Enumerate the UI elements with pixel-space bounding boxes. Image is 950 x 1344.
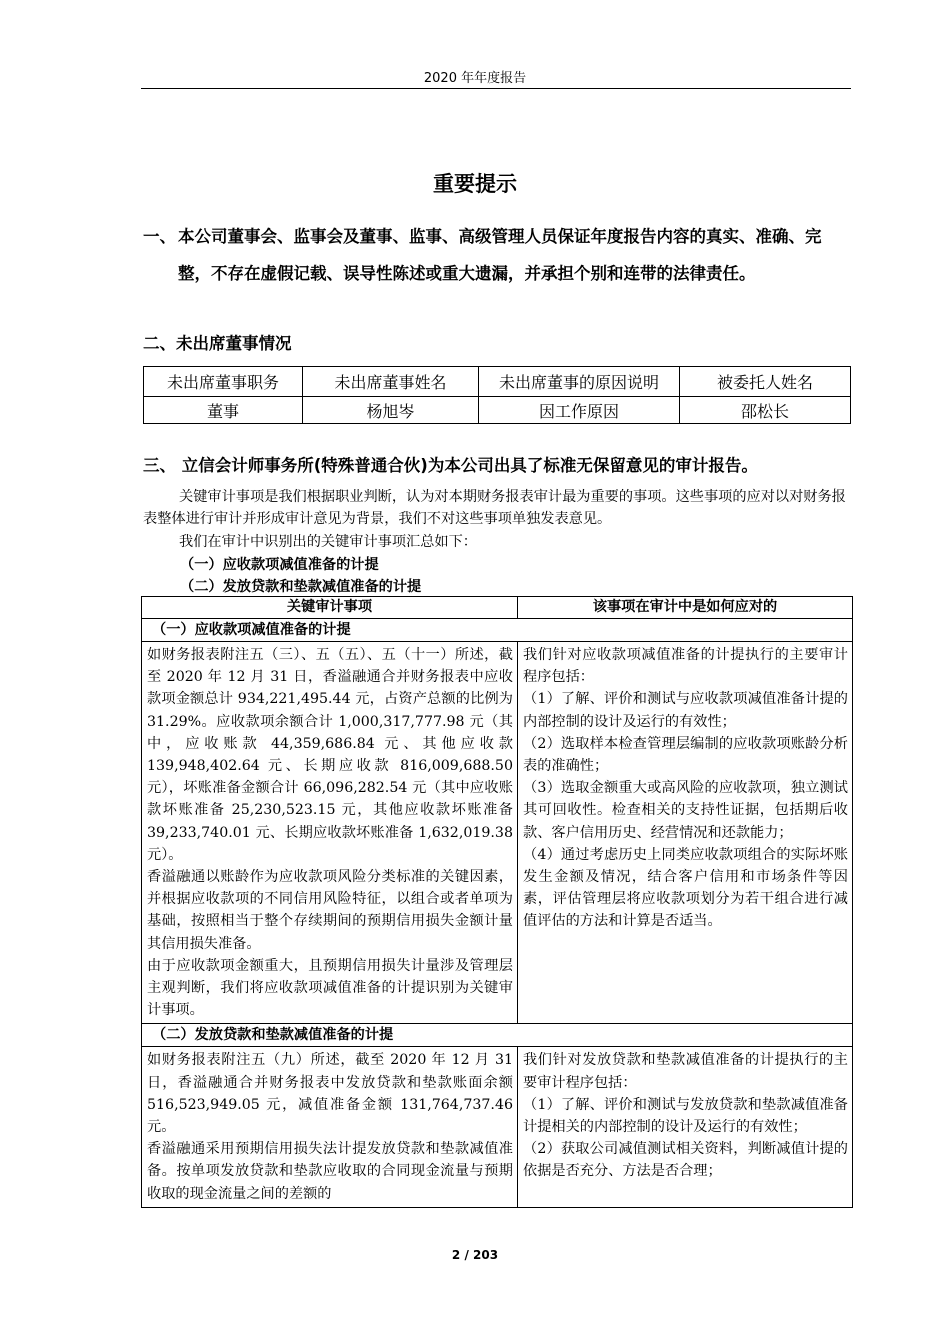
cell-paragraph: （2）获取公司减值测试相关资料，判断减值计提的依据是否充分、方法是否合理；: [523, 1141, 848, 1180]
cell-paragraph: （1）了解、评价和测试与应收款项减值准备计提的内部控制的设计及运行的有效性；: [523, 691, 848, 730]
table-cell-matter: [142, 642, 518, 1024]
section-1-number: 一、: [143, 227, 176, 246]
section-title: （二）发放贷款和垫款减值准备的计提: [142, 1024, 853, 1047]
table-cell-response: [518, 642, 853, 1024]
page-number: 2 / 203: [451, 1248, 499, 1262]
table-row: [144, 397, 851, 424]
table-header-cell: 该事项在审计中是如何应对的: [518, 597, 853, 619]
table-header-row: [142, 597, 853, 619]
section-3-heading: 三、 立信会计师事务所(特殊普通合伙)为本公司出具了标准无保留意见的审计报告。: [143, 456, 758, 475]
table-header-row: [144, 367, 851, 397]
section-1: [143, 218, 853, 292]
table-cell: 董事: [144, 397, 303, 424]
cell-paragraph: （1）了解、评价和测试与发放贷款和垫款减值准备计提相关的内部控制的设计及运行的有效性；: [523, 1096, 848, 1136]
table-cell: 因工作原因: [479, 397, 680, 424]
subheading-receivables: （一）应收款项减值准备的计提: [180, 557, 379, 573]
key-audit-matters-table: [141, 596, 853, 1208]
running-header: 2020 年年度报告: [423, 71, 527, 86]
cell-paragraph: 由于应收款项金额重大，且预期信用损失计量涉及管理层主观判断，我们将应收款项减值准备的计提识别为关键审计事项。: [147, 957, 513, 1019]
cell-paragraph: 香溢融通以账龄作为应收款项风险分类标准的关键因素，并根据应收款项的不同信用风险特征，以组合或者单项为基础，按照相当于整个存续期间的预期信用损失金额计量其信用损失准备。: [147, 869, 513, 952]
cell-paragraph: 我们针对应收款项减值准备的计提执行的主要审计程序包括：: [523, 647, 848, 686]
table-header-cell: 关键审计事项: [142, 597, 518, 619]
cell-paragraph: （4）通过考虑历史上同类应收款项组合的实际坏账发生金额及情况，结合客户信用和市场条件等因素，评估管理层将应收款项划分为若干组合进行减值评估的方法和计算是否适当。: [523, 846, 848, 930]
cell-paragraph: 香溢融通采用预期信用损失法计提发放贷款和垫款减值准备。按单项发放贷款和垫款应收取的合同现金流量与预期收取的现金流量之间的差额的: [147, 1141, 513, 1202]
cell-paragraph: （2）选取样本检查管理层编制的应收款项账龄分析表的准确性；: [523, 735, 848, 775]
cell-paragraph: 如财务报表附注五（三）、五（五）、五（十一）所述，截至 2020 年 12 月 31 日，香溢融通合并财务报表中应收款项金额总计 934,221,495.44 元，占资产总额的比例为 31.29%。应收款项余额合计 1,000,317,777.98 元（其中，应收账款 44,359,686.84 元、其他应收款 139,948,402.64 元、长期应收款 816,009,688.50 元），坏账准备金额合计 66,096,282.54 元（其中应收账款坏账准备 25,230,523.15 元，其他应收款坏账准备 39,233,740.01 元、长期应收款坏账准备 1,632,019.38 元）。: [147, 647, 513, 863]
cell-paragraph: 如财务报表附注五（九）所述，截至 2020 年 12 月 31 日，香溢融通合并财务报表中发放贷款和垫款账面余额 516,523,949.05 元，减值准备金额 131,764,737.46 元。: [147, 1052, 513, 1136]
table-cell: 邵松长: [680, 397, 851, 424]
page-title: 重要提示: [433, 172, 517, 196]
table-row: [142, 642, 853, 1024]
table-cell-response: [518, 1047, 853, 1207]
table-row: [142, 1047, 853, 1207]
cell-paragraph: 我们针对发放贷款和垫款减值准备的计提执行的主要审计程序包括：: [523, 1052, 848, 1091]
absent-directors-table: [143, 366, 851, 424]
table-header-cell: 未出席董事职务: [144, 367, 303, 397]
table-header-cell: 未出席董事姓名: [303, 367, 479, 397]
section-1-text: 本公司董事会、监事会及董事、监事、高级管理人员保证年度报告内容的真实、准确、完整，不存在虚假记载、误导性陈述或重大遗漏，并承担个别和连带的法律责任。: [178, 227, 822, 283]
subheading-loans: （二）发放贷款和垫款减值准备的计提: [180, 579, 422, 595]
table-header-cell: 被委托人姓名: [680, 367, 851, 397]
table-section-row: [142, 1024, 853, 1047]
table-section-row: [142, 619, 853, 642]
cell-paragraph: （3）选取金额重大或高风险的应收款项，独立测试其可回收性。检查相关的支持性证据，包括期后收款、客户信用历史、经营情况和还款能力；: [523, 780, 848, 841]
table-cell-matter: [142, 1047, 518, 1207]
header-divider: [141, 88, 851, 89]
paragraph-summary-intro: 我们在审计中识别出的关键审计事项汇总如下：: [179, 534, 477, 550]
section-2-heading: 二、未出席董事情况: [143, 334, 292, 353]
table-header-cell: 未出席董事的原因说明: [479, 367, 680, 397]
paragraph-key-audit-matters: 关键审计事项是我们根据职业判断，认为对本期财务报表审计最为重要的事项。这些事项的应对以对财务报表整体进行审计并形成审计意见为背景，我们不对这些事项单独发表意见。: [143, 489, 846, 527]
section-title: （一）应收款项减值准备的计提: [142, 619, 853, 642]
table-cell: 杨旭岑: [303, 397, 479, 424]
